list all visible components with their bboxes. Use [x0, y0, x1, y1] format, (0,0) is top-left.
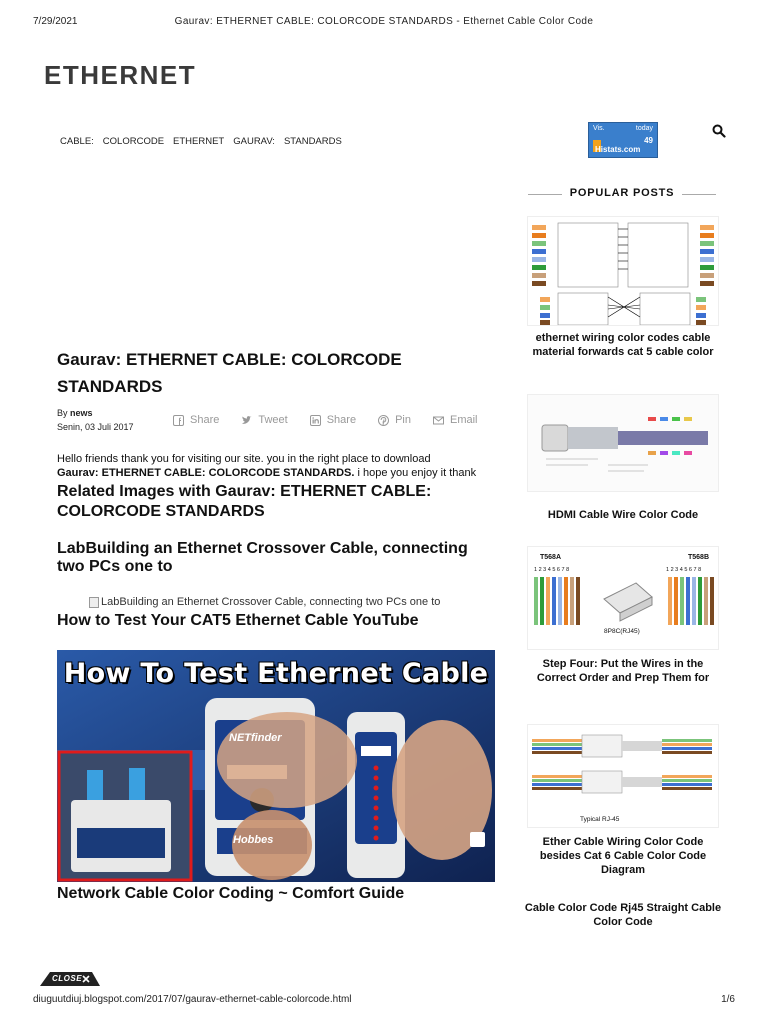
print-date: 7/29/2021 — [33, 16, 78, 27]
label-cable[interactable]: CABLE: — [60, 136, 94, 147]
share-twitter-label: Tweet — [258, 414, 288, 426]
print-page-number: 1/6 — [721, 994, 735, 1005]
linkedin-icon — [310, 415, 321, 426]
popular-post-title-3[interactable]: Step Four: Put the Wires in the Correct Order and Prep Them for — [536, 658, 710, 684]
label-standards[interactable]: STANDARDS — [283, 136, 342, 147]
popular-post-title-5[interactable]: Cable Color Code Rj45 Straight Cable Color Code — [524, 902, 722, 928]
network-heading: Network Cable Color Coding ~ Comfort Guide — [57, 885, 405, 902]
search-icon[interactable] — [712, 124, 726, 138]
close-button[interactable] — [40, 972, 100, 986]
intro-text: Hello friends thank you for visiting our site. you in the right place to download — [57, 453, 431, 465]
share-facebook-label: Share — [190, 414, 220, 426]
share-pinterest-button[interactable] — [378, 414, 411, 426]
counter-brand: Histats.com — [595, 145, 641, 154]
t568b-label: T568B — [688, 554, 710, 561]
wiring-table-image — [528, 217, 719, 326]
label-gaurav[interactable]: GAURAV: — [233, 136, 275, 147]
counter-value: 49 — [644, 136, 653, 145]
label-ethernet[interactable]: ETHERNET — [173, 136, 225, 147]
hdmi-cable-image — [528, 395, 719, 492]
connector-label: 8P8C(RJ45) — [604, 628, 640, 635]
print-url: diuguutdiuj.blogspot.com/2017/07/gaurav-ethernet-cable-colorcode.html — [33, 994, 352, 1005]
broken-image-alt: LabBuilding an Ethernet Crossover Cable, connecting two PCs one to — [101, 596, 441, 608]
counter-today-label: today — [635, 125, 653, 132]
broken-image-icon — [89, 597, 99, 608]
post-date: Senin, 03 Juli 2017 — [57, 422, 134, 432]
counter-vis-label: Vis. — [593, 125, 605, 132]
t568-image — [528, 547, 719, 650]
share-email-button[interactable] — [433, 414, 478, 426]
t568a-pins: 1 2 3 4 5 6 7 8 — [534, 567, 570, 573]
intro-tail-text: i hope you enjoy it thank — [354, 467, 477, 479]
share-twitter-button[interactable] — [241, 414, 287, 426]
label-colorcode[interactable]: COLORCODE — [102, 136, 165, 147]
share-email-label: Email — [449, 414, 478, 426]
rj45-wiring-image — [528, 725, 719, 828]
popular-post-image-3[interactable] — [527, 546, 719, 650]
sidebar — [524, 180, 722, 928]
intro-bold-text: Gaurav: ETHERNET CABLE: COLORCODE STANDARDS. — [57, 467, 355, 479]
test-heading: How to Test Your CAT5 Ethernet Cable YouTube — [57, 612, 419, 629]
share-linkedin-button[interactable] — [310, 414, 356, 426]
device-maker-label: Hobbes — [233, 834, 274, 846]
twitter-icon — [241, 415, 252, 426]
close-icon — [82, 975, 90, 983]
share-bar — [173, 414, 478, 426]
device-brand-label: NETfinder — [229, 732, 282, 744]
post-title: Gaurav: ETHERNET CABLE: COLORCODE STANDARDS — [57, 350, 402, 396]
label-nav — [60, 136, 342, 147]
site-title[interactable]: ETHERNET — [44, 60, 197, 90]
pinterest-icon — [378, 415, 389, 426]
typical-rj45-label: Typical RJ-45 — [580, 816, 620, 823]
author-link[interactable]: news — [70, 408, 93, 418]
video-thumbnail[interactable] — [57, 650, 495, 882]
byline-prefix: By — [57, 408, 68, 418]
popular-post-image-2[interactable] — [527, 394, 719, 492]
broken-image — [89, 596, 440, 608]
share-linkedin-label: Share — [326, 414, 357, 426]
video-caption: How To Test Ethernet Cable — [63, 658, 489, 689]
popular-post-image-1[interactable] — [527, 216, 719, 326]
visitor-counter[interactable] — [588, 122, 658, 158]
t568b-pins: 1 2 3 4 5 6 7 8 — [666, 567, 702, 573]
share-pinterest-label: Pin — [395, 414, 411, 426]
popular-post-title-4[interactable]: Ether Cable Wiring Color Code besides Cat 6 Cable Color Code Diagram — [539, 836, 707, 876]
byline — [57, 408, 93, 418]
intro-paragraph — [57, 452, 497, 480]
lab-heading: LabBuilding an Ethernet Crossover Cable, connecting two PCs one to — [57, 540, 468, 575]
popular-post-title-1[interactable]: ethernet wiring color codes cable material forwards cat 5 cable color — [532, 332, 714, 358]
popular-post-image-4[interactable] — [527, 724, 719, 828]
close-label: CLOSE — [52, 974, 83, 983]
share-facebook-button[interactable] — [173, 414, 219, 426]
popular-post-title-2[interactable]: HDMI Cable Wire Color Code — [547, 509, 699, 521]
facebook-icon — [173, 415, 184, 426]
print-title: Gaurav: ETHERNET CABLE: COLORCODE STANDARDS - Ethernet Cable Color Code — [174, 16, 594, 27]
related-heading: Related Images with Gaurav: ETHERNET CABLE: COLORCODE STANDARDS — [57, 483, 432, 520]
email-icon — [433, 415, 444, 426]
t568a-label: T568A — [540, 554, 562, 561]
share-video-icon[interactable] — [470, 832, 485, 847]
popular-posts-heading — [524, 180, 720, 208]
popular-posts-label: POPULAR POSTS — [569, 187, 675, 199]
